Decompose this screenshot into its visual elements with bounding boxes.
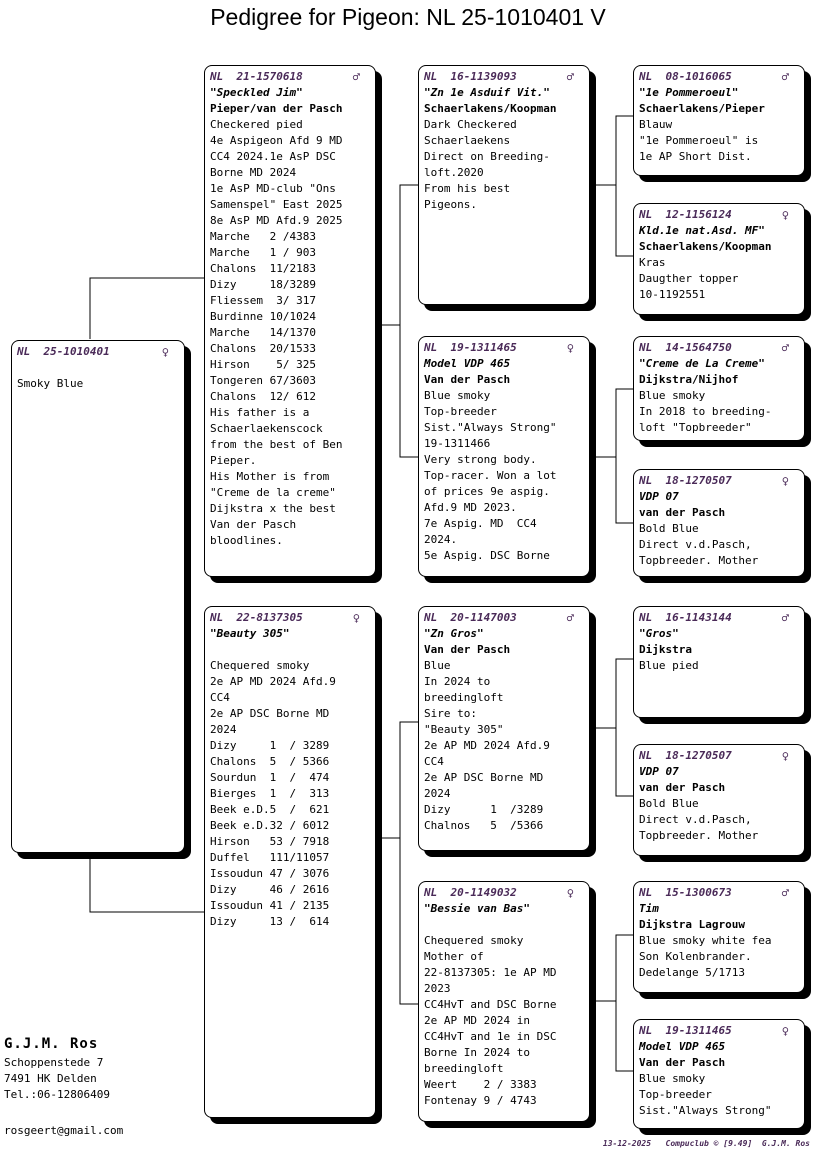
pigeon-name: "Zn 1e Asduif Vit.": [424, 86, 550, 99]
connector-mm-m: [616, 1001, 633, 1071]
info-line: 2024.: [424, 533, 458, 546]
connector-mf-m: [616, 728, 633, 796]
card-header: [210, 610, 370, 626]
connector-ff-m: [616, 185, 633, 256]
info-line: from the best of Ben: [210, 438, 343, 451]
connector-subject-father: [90, 278, 204, 339]
breeder-name: Schaerlakens/Koopman: [424, 102, 557, 115]
info-line: Schaerlaekenscock: [210, 422, 323, 435]
connector-father-gp: [380, 185, 418, 325]
info-line: 2e AP DSC Borne MD: [424, 771, 544, 784]
female-icon: ♀: [161, 345, 169, 359]
info-line: Son Kolenbrander.: [639, 950, 752, 963]
info-line: Pieper.: [210, 454, 257, 467]
info-line: breedingloft: [424, 691, 504, 704]
info-line: "Beauty 305": [424, 723, 504, 736]
info-line: 2023: [424, 982, 451, 995]
info-line: Very strong body.: [424, 453, 537, 466]
info-line: Bierges 1 / 313: [210, 787, 330, 800]
ring-number: NL 20-1149032: [424, 886, 517, 899]
breeder-name: Dijkstra/Nijhof: [639, 373, 739, 386]
breeder-name: Schaerlakens/Koopman: [639, 240, 772, 253]
info-line: Top-breeder: [424, 405, 497, 418]
info-line: Dijkstra x the best: [210, 502, 336, 515]
info-line: His Mother is from: [210, 470, 330, 483]
info-line: Blue smoky white fea: [639, 934, 772, 947]
info-line: [424, 917, 584, 933]
info-line: Weert 2 / 3383: [424, 1078, 537, 1091]
info-line: Dedelange 5/1713: [639, 966, 745, 979]
info-line: Marche 1 / 903: [210, 246, 316, 259]
ring-number: NL 20-1147003: [424, 611, 517, 624]
info-line: CC4HvT and DSC Borne: [424, 998, 557, 1011]
info-line: [17, 360, 179, 376]
info-line: 2024: [424, 787, 451, 800]
info-line: Chequered smoky: [210, 659, 310, 672]
info-line: Kras: [639, 256, 666, 269]
female-icon: ♀: [781, 474, 789, 488]
info-line: Beek e.D.32 / 6012: [210, 819, 330, 832]
info-line: 4e Aspigeon Afd 9 MD: [210, 134, 343, 147]
info-line: Afd.9 MD 2023.: [424, 501, 517, 514]
info-line: Issoudun 41 / 2135: [210, 899, 330, 912]
card-header: [424, 610, 584, 626]
info-line: Blauw: [639, 118, 673, 131]
info-line: Chalons 20/1533: [210, 342, 316, 355]
info-line: From his best: [424, 182, 511, 195]
info-line: "Creme de la creme": [210, 486, 336, 499]
female-icon: ♀: [352, 611, 360, 625]
pigeon-card-mf[interactable]: [418, 606, 590, 851]
info-line: 1e AP Short Dist.: [639, 150, 752, 163]
info-line: Chalnos 5 /5366: [424, 819, 544, 832]
pigeon-card-subject[interactable]: [11, 340, 185, 853]
owner-city: 7491 HK Delden: [4, 1072, 97, 1085]
card-header: [639, 1023, 799, 1039]
info-line: Blue smoky: [424, 389, 491, 402]
female-icon: ♀: [566, 341, 574, 355]
owner-name: G.J.M. Ros: [4, 1036, 99, 1052]
pigeon-name: VDP 07: [639, 490, 679, 503]
card-header: [424, 885, 584, 901]
info-line: Daugther topper: [639, 272, 739, 285]
ring-number: NL 16-1143144: [639, 611, 732, 624]
ring-number: NL 08-1016065: [639, 70, 732, 83]
female-icon: ♀: [781, 749, 789, 763]
pigeon-name: "Creme de La Creme": [639, 357, 765, 370]
connector-mother-gm: [400, 838, 418, 1004]
breeder-name: Dijkstra Lagrouw: [639, 918, 745, 931]
card-header: [639, 69, 799, 85]
pigeon-card-ffm[interactable]: [633, 203, 805, 315]
card-header: [639, 610, 799, 626]
ring-number: NL 12-1156124: [639, 208, 732, 221]
ring-number: NL 21-1570618: [210, 70, 303, 83]
info-line: Dizy 46 / 2616: [210, 883, 330, 896]
pigeon-name: "Gros": [639, 627, 679, 640]
pigeon-card-mff[interactable]: [633, 606, 805, 718]
pigeon-name: Model VDP 465: [424, 357, 511, 370]
info-line: [210, 642, 370, 658]
info-line: "1e Pommeroeul" is: [639, 134, 759, 147]
connector-mother-gp: [380, 722, 418, 838]
info-line: Chequered smoky: [424, 934, 524, 947]
info-line: Dizy 1 /3289: [424, 803, 544, 816]
pigeon-name: Tim: [639, 902, 659, 915]
info-line: Duffel 111/11057: [210, 851, 330, 864]
connector-subject-mother: [90, 853, 204, 912]
card-header: [210, 69, 370, 85]
info-line: 1e AsP MD-club "Ons: [210, 182, 336, 195]
info-line: 8e AsP MD Afd.9 2025: [210, 214, 343, 227]
pigeon-name: "Beauty 305": [210, 627, 290, 640]
info-line: Direct v.d.Pasch,: [639, 538, 752, 551]
info-line: CC4: [210, 691, 230, 704]
info-line: 2e AP DSC Borne MD: [210, 707, 330, 720]
info-line: loft.2020: [424, 166, 484, 179]
info-line: Beek e.D.5 / 621: [210, 803, 330, 816]
ring-number: NL 22-8137305: [210, 611, 303, 624]
info-line: Marche 2 /4383: [210, 230, 316, 243]
info-line: loft "Topbreeder": [639, 421, 752, 434]
card-header: [17, 344, 179, 360]
info-line: Hirson 5/ 325: [210, 358, 316, 371]
info-line: Blue smoky: [639, 1072, 706, 1085]
breeder-name: Van der Pasch: [639, 1056, 726, 1069]
info-line: Checkered pied: [210, 118, 303, 131]
female-icon: ♀: [566, 886, 574, 900]
info-line: Borne In 2024 to: [424, 1046, 530, 1059]
info-line: Borne MD 2024: [210, 166, 297, 179]
breeder-name: Schaerlakens/Pieper: [639, 102, 765, 115]
ring-number: NL 25-1010401: [17, 345, 110, 358]
card-header: [424, 340, 584, 356]
connector-mf-f: [590, 659, 633, 728]
pigeon-card-mfm[interactable]: [633, 744, 805, 856]
info-line: Schaerlaekens: [424, 134, 511, 147]
info-line: Fliessem 3/ 317: [210, 294, 316, 307]
ring-number: NL 15-1300673: [639, 886, 732, 899]
info-line: Topbreeder. Mother: [639, 829, 759, 842]
info-line: Dizy 18/3289: [210, 278, 316, 291]
pigeon-card-fff[interactable]: [633, 65, 805, 176]
info-line: Chalons 5 / 5366: [210, 755, 330, 768]
info-line: Mother of: [424, 950, 484, 963]
male-icon: ♂: [781, 886, 789, 900]
info-line: Direct on Breeding-: [424, 150, 550, 163]
connector-fm-m: [616, 457, 633, 523]
info-line: CC4 2024.1e AsP DSC: [210, 150, 336, 163]
male-icon: ♂: [566, 70, 574, 84]
info-line: Top-breeder: [639, 1088, 712, 1101]
breeder-name: Van der Pasch: [424, 373, 511, 386]
card-header: [639, 207, 799, 223]
info-line: Smoky Blue: [17, 377, 84, 390]
owner-email[interactable]: rosgeert@gmail.com: [4, 1124, 124, 1137]
info-line: of prices 9e aspig.: [424, 485, 550, 498]
info-line: Fontenay 9 / 4743: [424, 1094, 537, 1107]
info-line: Topbreeder. Mother: [639, 554, 759, 567]
breeder-name: Van der Pasch: [424, 643, 511, 656]
ring-number: NL 19-1311465: [424, 341, 517, 354]
info-line: Burdinne 10/1024: [210, 310, 316, 323]
breeder-name: Pieper/van der Pasch: [210, 102, 343, 115]
info-line: 10-1192551: [639, 288, 706, 301]
pigeon-name: VDP 07: [639, 765, 679, 778]
info-line: Sist."Always Strong": [639, 1104, 772, 1117]
info-line: 22-8137305: 1e AP MD: [424, 966, 557, 979]
pigeon-card-father[interactable]: [204, 65, 376, 577]
info-line: 19-1311466: [424, 437, 491, 450]
pigeon-name: Kld.1e nat.Asd. MF": [639, 224, 765, 237]
owner-phone: Tel.:06-12806409: [4, 1088, 110, 1101]
info-line: Dizy 13 / 614: [210, 915, 330, 928]
breeder-name: Dijkstra: [639, 643, 692, 656]
card-header: [424, 69, 584, 85]
info-line: CC4HvT and 1e in DSC: [424, 1030, 557, 1043]
info-line: Blue smoky: [639, 389, 706, 402]
ring-number: NL 19-1311465: [639, 1024, 732, 1037]
connector-father-gm: [400, 325, 418, 457]
info-line: 2024: [210, 723, 237, 736]
info-line: Dizy 1 / 3289: [210, 739, 330, 752]
info-line: Bold Blue: [639, 797, 699, 810]
pigeon-card-mm[interactable]: [418, 881, 590, 1122]
pigeon-card-fmf[interactable]: [633, 336, 805, 441]
pigeon-card-ff[interactable]: [418, 65, 590, 305]
pigeon-name: "Bessie van Bas": [424, 902, 530, 915]
footer-credit: 13-12-2025 Compuclub © [9.49] G.J.M. Ros: [602, 1139, 810, 1148]
pigeon-card-mmf[interactable]: [633, 881, 805, 993]
pigeon-name: "Zn Gros": [424, 627, 484, 640]
info-line: Issoudun 47 / 3076: [210, 867, 330, 880]
male-icon: ♂: [352, 70, 360, 84]
ring-number: NL 18-1270507: [639, 749, 732, 762]
info-line: 2e AP MD 2024 in: [424, 1014, 530, 1027]
info-line: Van der Pasch: [210, 518, 297, 531]
pigeon-card-mmm[interactable]: [633, 1019, 805, 1129]
info-line: CC4: [424, 755, 444, 768]
male-icon: ♂: [566, 611, 574, 625]
card-header: [639, 885, 799, 901]
male-icon: ♂: [781, 341, 789, 355]
info-line: 5e Aspig. DSC Borne: [424, 549, 550, 562]
info-line: Pigeons.: [424, 198, 477, 211]
info-line: 7e Aspig. MD CC4: [424, 517, 537, 530]
info-line: Top-racer. Won a lot: [424, 469, 557, 482]
connector-fm-f: [590, 389, 633, 457]
card-header: [639, 340, 799, 356]
info-line: Blue: [424, 659, 451, 672]
pigeon-card-fmm[interactable]: [633, 469, 805, 577]
info-line: Chalons 11/2183: [210, 262, 316, 275]
male-icon: ♂: [781, 611, 789, 625]
ring-number: NL 16-1139093: [424, 70, 517, 83]
female-icon: ♀: [781, 208, 789, 222]
info-line: breedingloft: [424, 1062, 504, 1075]
info-line: Direct v.d.Pasch,: [639, 813, 752, 826]
info-line: In 2024 to: [424, 675, 491, 688]
owner-block: [4, 1036, 110, 1103]
pigeon-name: "Speckled Jim": [210, 86, 303, 99]
connector-mm-f: [590, 935, 633, 1001]
card-header: [639, 473, 799, 489]
page-title: Pedigree for Pigeon: NL 25-1010401 V: [210, 4, 606, 30]
connector-ff-f: [590, 116, 633, 185]
info-line: Hirson 53 / 7918: [210, 835, 330, 848]
pigeon-name: Model VDP 465: [639, 1040, 726, 1053]
info-line: Bold Blue: [639, 522, 699, 535]
pigeon-name: "1e Pommeroeul": [639, 86, 739, 99]
info-line: 2e AP MD 2024 Afd.9: [424, 739, 550, 752]
male-icon: ♂: [781, 70, 789, 84]
info-line: bloodlines.: [210, 534, 283, 547]
info-line: In 2018 to breeding-: [639, 405, 772, 418]
ring-number: NL 18-1270507: [639, 474, 732, 487]
card-header: [639, 748, 799, 764]
info-line: Sourdun 1 / 474: [210, 771, 330, 784]
pigeon-card-fm[interactable]: [418, 336, 590, 577]
female-icon: ♀: [781, 1024, 789, 1038]
info-line: Sist."Always Strong": [424, 421, 557, 434]
ring-number: NL 14-1564750: [639, 341, 732, 354]
info-line: Blue pied: [639, 659, 699, 672]
info-line: Tongeren 67/3603: [210, 374, 316, 387]
pigeon-card-mother[interactable]: [204, 606, 376, 1118]
info-line: 2e AP MD 2024 Afd.9: [210, 675, 336, 688]
breeder-name: van der Pasch: [639, 781, 726, 794]
info-line: Marche 14/1370: [210, 326, 316, 339]
info-line: Sire to:: [424, 707, 477, 720]
owner-street: Schoppenstede 7: [4, 1056, 104, 1069]
info-line: Chalons 12/ 612: [210, 390, 316, 403]
info-line: Dark Checkered: [424, 118, 517, 131]
info-line: Samenspel" East 2025: [210, 198, 343, 211]
breeder-name: van der Pasch: [639, 506, 726, 519]
info-line: His father is a: [210, 406, 310, 419]
